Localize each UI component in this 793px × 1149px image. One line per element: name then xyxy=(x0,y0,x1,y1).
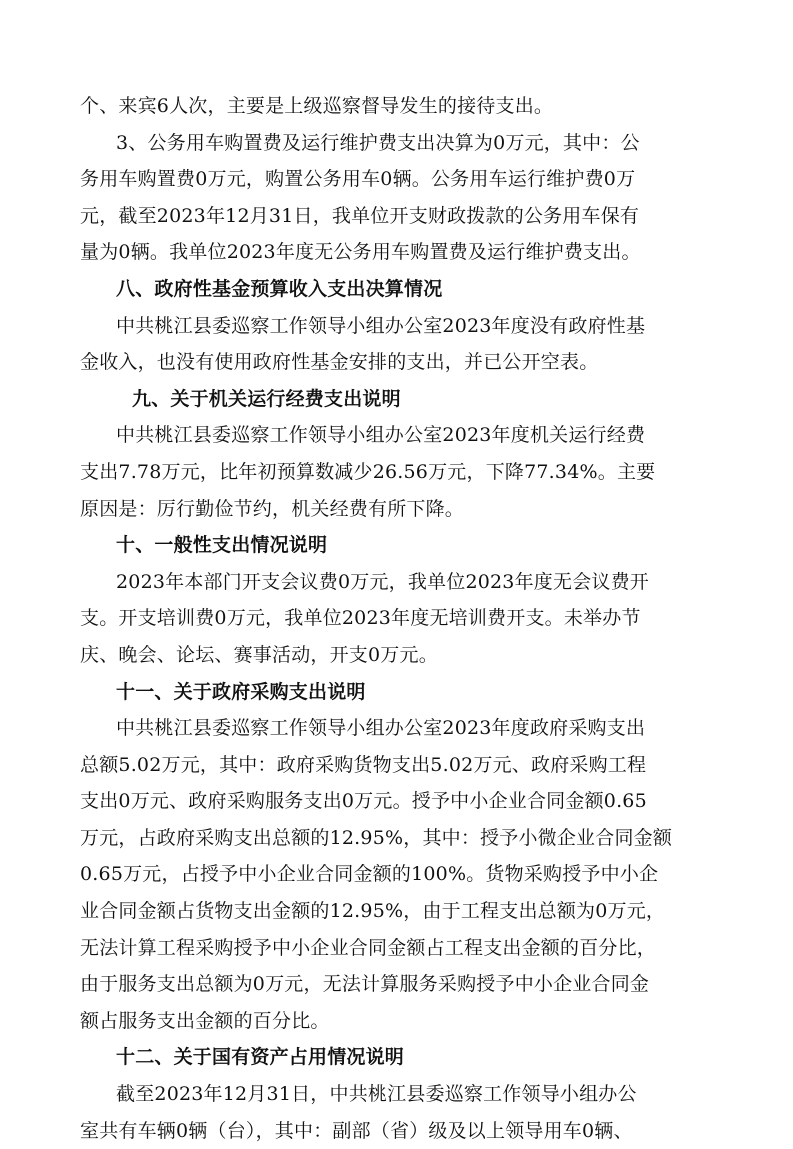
section-heading: 十、一般性支出情况说明 xyxy=(116,534,328,557)
section-heading: 八、政府性基金预算收入支出决算情况 xyxy=(116,277,443,300)
text-line: 庆、晚会、论坛、赛事活动，开支0万元。 xyxy=(80,643,438,666)
text-line: 2023年本部门开支会议费0万元，我单位2023年度无会议费开 xyxy=(116,570,649,593)
text-line: 总额5.02万元，其中：政府采购货物支出5.02万元、政府采购工程 xyxy=(80,753,647,776)
text-line: 中共桃江县委巡察工作领导小组办公室2023年度机关运行经费 xyxy=(116,424,646,447)
text-line: 截至2023年12月31日，中共桃江县委巡察工作领导小组办公 xyxy=(116,1083,637,1106)
text-line: 支出7.78万元，比年初预算数减少26.56万元，下降77.34%。主要 xyxy=(80,460,656,483)
text-line: 支出0万元、政府采购服务支出0万元。授予中小企业合同金额0.65 xyxy=(80,790,647,813)
text-line: 室共有车辆0辆（台），其中：副部（省）级及以上领导用车0辆、 xyxy=(80,1119,633,1142)
text-line: 支。开支培训费0万元，我单位2023年度无培训费开支。未举办节 xyxy=(80,607,641,630)
text-line: 中共桃江县委巡察工作领导小组办公室2023年度政府采购支出 xyxy=(116,717,646,740)
section-heading: 九、关于机关运行经费支出说明 xyxy=(132,387,401,410)
text-line: 量为0辆。我单位2023年度无公务用车购置费及运行维护费支出。 xyxy=(80,241,641,264)
text-line: 金收入，也没有使用政府性基金安排的支出，并已公开空表。 xyxy=(80,351,599,374)
text-line: 元，截至2023年12月31日，我单位开支财政拨款的公务用车保有 xyxy=(80,204,640,227)
text-line: 万元，占政府采购支出总额的12.95%，其中：授予小微企业合同金额 xyxy=(80,826,673,849)
text-line: 无法计算工程采购授予中小企业合同金额占工程支出金额的百分比， xyxy=(80,936,657,959)
text-line: 个、来宾6人次，主要是上级巡察督导发生的接待支出。 xyxy=(80,95,554,117)
text-line: 原因是：厉行勤俭节约，机关经费有所下降。 xyxy=(80,497,465,520)
text-line: 务用车购置费0万元，购置公务用车0辆。公务用车运行维护费0万 xyxy=(80,168,636,191)
text-line: 额占服务支出金额的百分比。 xyxy=(80,1009,330,1032)
section-heading: 十二、关于国有资产占用情况说明 xyxy=(116,1046,405,1069)
text-line: 业合同金额占货物支出金额的12.95%，由于工程支出总额为0万元， xyxy=(80,900,666,923)
text-line: 0.65万元，占授予中小企业合同金额的100%。货物采购授予中小企 xyxy=(80,863,659,886)
section-heading: 十一、关于政府采购支出说明 xyxy=(116,680,366,703)
text-line: 3、公务用车购置费及运行维护费支出决算为0万元，其中：公 xyxy=(116,131,640,154)
text-line: 由于服务支出总额为0万元，无法计算服务采购授予中小企业合同金 xyxy=(80,973,650,996)
text-line: 中共桃江县委巡察工作领导小组办公室2023年度没有政府性基 xyxy=(116,314,646,337)
